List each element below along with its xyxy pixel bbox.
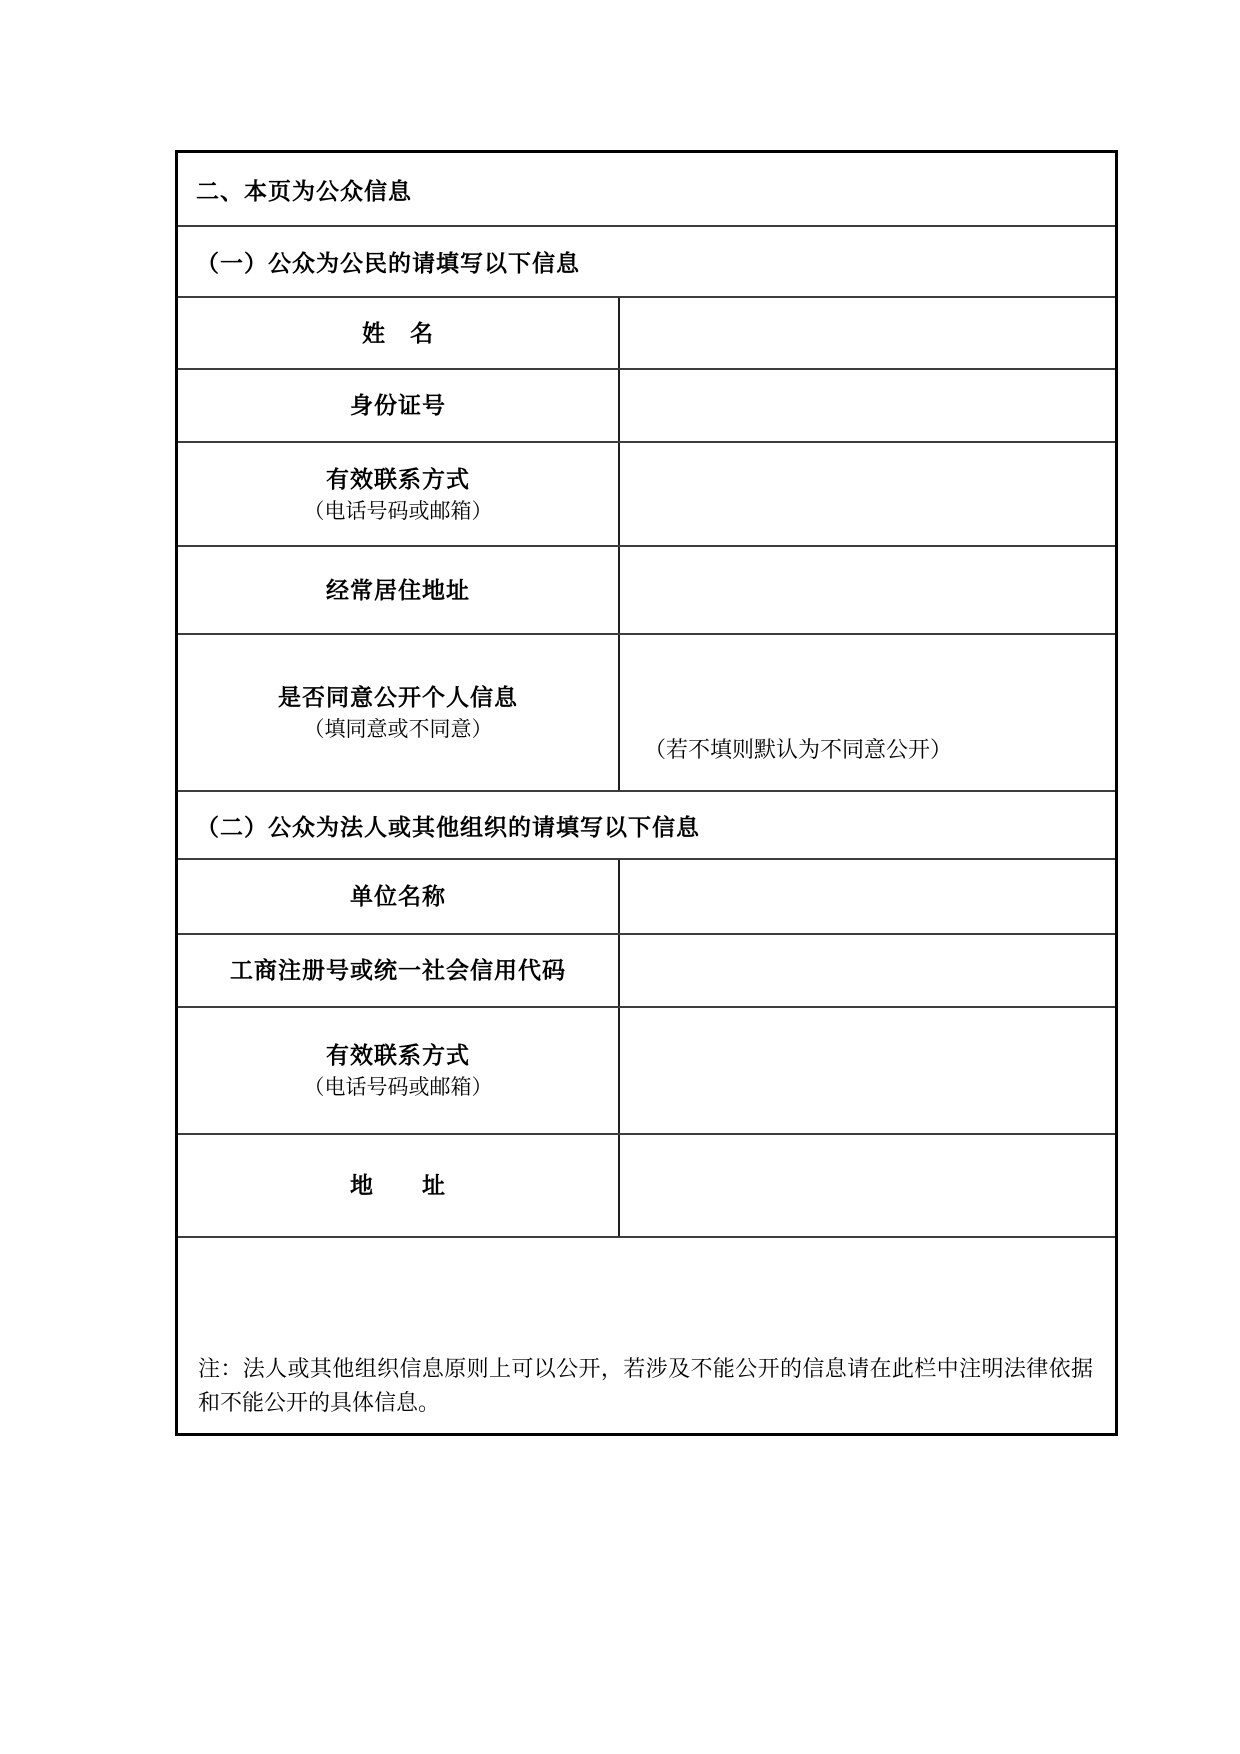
org-contact-label: 有效联系方式 <box>326 1043 470 1068</box>
citizen-contact-sublabel: （电话号码或邮箱） <box>303 498 493 523</box>
note-text: 注：法人或其他组织信息原则上可以公开，若涉及不能公开的信息请在此栏中注明法律依据和不能公开的具体信息。 <box>198 1356 1093 1415</box>
org-section-header: （二）公众为法人或其他组织的请填写以下信息 <box>196 814 700 840</box>
row-citizen-address <box>178 545 1115 633</box>
citizen-address-label-cell <box>178 547 620 633</box>
note-input-cell[interactable] <box>178 1238 1115 1433</box>
citizen-consent-label-cell <box>178 635 620 790</box>
org-credit-code-label-cell <box>178 935 620 1006</box>
row-org-contact <box>178 1006 1115 1133</box>
citizen-consent-input-cell[interactable] <box>620 635 1115 790</box>
org-name-input-cell[interactable] <box>620 860 1115 933</box>
org-address-input-cell[interactable] <box>620 1135 1115 1236</box>
row-org-name <box>178 858 1115 933</box>
form-title: 二、本页为公众信息 <box>196 178 412 204</box>
row-org-section-header <box>178 790 1115 858</box>
citizen-name-input-cell[interactable] <box>620 298 1115 368</box>
row-citizen-name <box>178 296 1115 368</box>
row-form-title <box>178 153 1115 225</box>
citizen-id-input-cell[interactable] <box>620 370 1115 441</box>
row-citizen-id-number <box>178 368 1115 441</box>
org-contact-input-cell[interactable] <box>620 1008 1115 1133</box>
row-org-credit-code <box>178 933 1115 1006</box>
citizen-id-label-cell <box>178 370 620 441</box>
citizen-address-input-cell[interactable] <box>620 547 1115 633</box>
org-address-label-cell <box>178 1135 620 1236</box>
org-credit-code-label: 工商注册号或统一社会信用代码 <box>230 958 566 983</box>
citizen-contact-label-cell <box>178 443 620 545</box>
org-name-label-cell <box>178 860 620 933</box>
row-note <box>178 1236 1115 1433</box>
row-citizen-section-header <box>178 225 1115 296</box>
citizen-name-label-cell <box>178 298 620 368</box>
org-contact-sublabel: （电话号码或邮箱） <box>303 1075 493 1099</box>
citizen-id-label: 身份证号 <box>350 393 446 418</box>
public-info-form-table <box>175 150 1118 1436</box>
org-name-label: 单位名称 <box>350 884 446 909</box>
citizen-consent-default-hint: （若不填则默认为不同意公开） <box>644 737 953 762</box>
row-org-address <box>178 1133 1115 1236</box>
citizen-consent-sublabel: （填同意或不同意） <box>303 717 493 741</box>
row-citizen-consent <box>178 633 1115 790</box>
citizen-section-header: （一）公众为公民的请填写以下信息 <box>196 251 580 276</box>
citizen-name-label: 姓 名 <box>362 320 434 346</box>
citizen-address-label: 经常居住地址 <box>326 577 470 603</box>
org-address-label: 地 址 <box>350 1173 446 1198</box>
citizen-consent-label: 是否同意公开个人信息 <box>278 685 518 710</box>
citizen-contact-label: 有效联系方式 <box>326 466 470 492</box>
row-citizen-contact <box>178 441 1115 545</box>
org-contact-label-cell <box>178 1008 620 1133</box>
org-credit-code-input-cell[interactable] <box>620 935 1115 1006</box>
citizen-contact-input-cell[interactable] <box>620 443 1115 545</box>
